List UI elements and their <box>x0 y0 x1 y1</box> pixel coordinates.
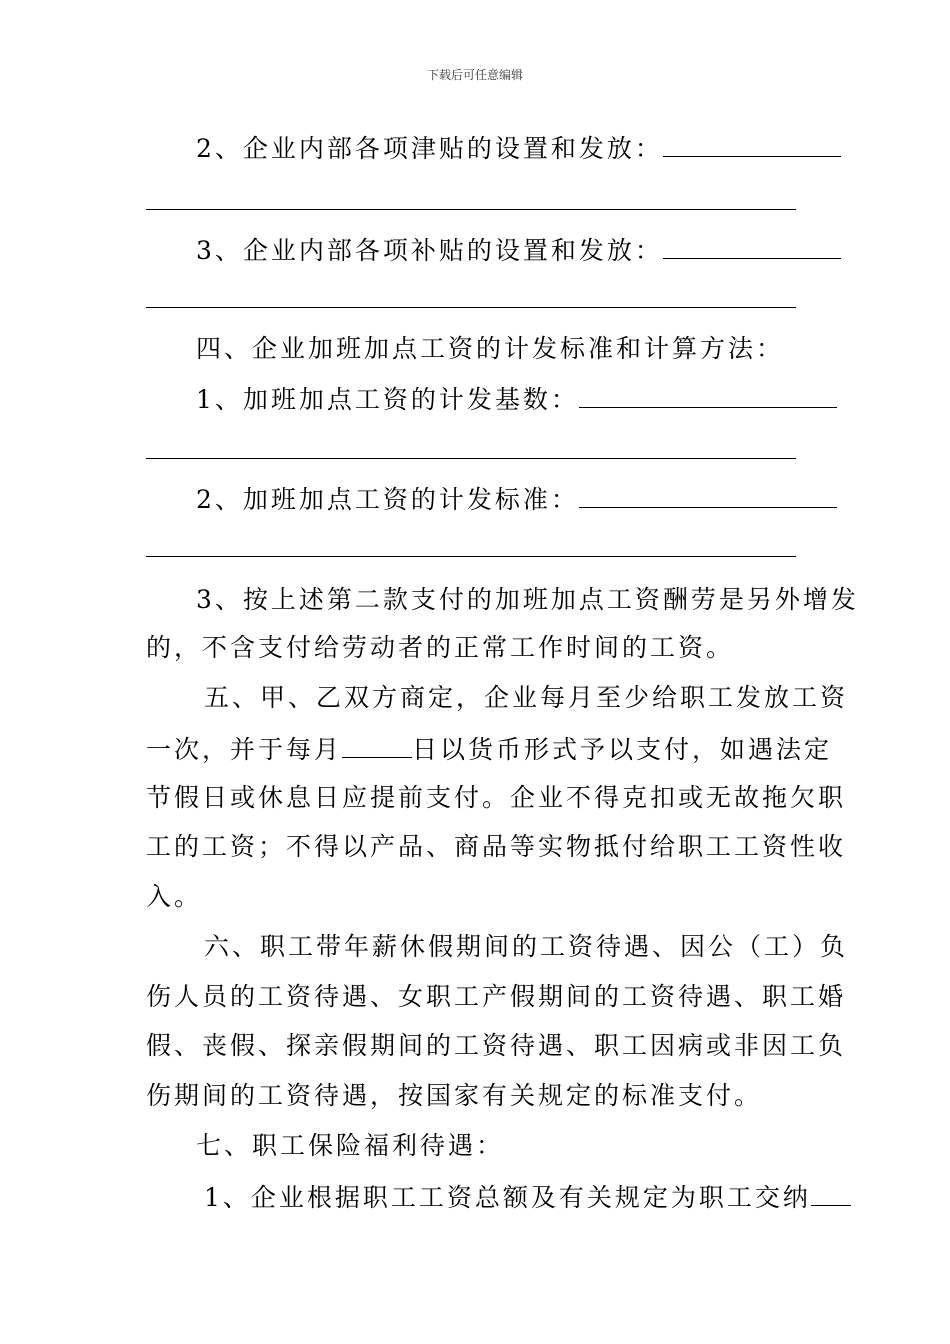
section-five-line: 节假日或休息日应提前支付。企业不得克扣或无故拖欠职 <box>146 783 847 812</box>
overtime-standard-blank-line[interactable] <box>146 556 796 557</box>
page-header: 下载后可任意编辑 <box>426 68 523 82</box>
section-six-line: 伤人员的工资待遇、女职工产假期间的工资待遇、职工婚 <box>146 982 847 1011</box>
clause-allowance <box>196 132 841 164</box>
section-five-line: 工的工资；不得以产品、商品等实物抵付给职工工资性收 <box>146 832 847 861</box>
allowance-blank[interactable] <box>663 132 841 157</box>
allowance-blank-line[interactable] <box>146 209 796 210</box>
overtime-base-text: 1、加班加点工资的计发基数： <box>196 385 579 414</box>
section-five-line: 五、甲、乙双方商定，企业每月至少给职工发放工资 <box>204 683 849 712</box>
clause-subsidy <box>196 234 841 266</box>
section-six-line: 六、职工带年薪休假期间的工资待遇、因公（工）负 <box>204 932 849 961</box>
paragraph-line: 3、按上述第二款支付的加班加点工资酬劳是另外增发 <box>196 585 859 614</box>
section-seven-title: 七、职工保险福利待遇： <box>196 1131 505 1160</box>
overtime-base-blank-line[interactable] <box>146 458 796 459</box>
overtime-standard-text: 2、加班加点工资的计发标准： <box>196 485 579 514</box>
section-six-line: 伤期间的工资待遇，按国家有关规定的标准支付。 <box>146 1081 763 1110</box>
section-five-text: 一次，并于每月 <box>146 735 343 764</box>
overtime-standard-clause <box>196 483 837 515</box>
insurance-blank[interactable] <box>811 1181 851 1206</box>
payday-blank[interactable] <box>342 733 412 758</box>
paragraph-line: 的，不含支付给劳动者的正常工作时间的工资。 <box>146 633 735 662</box>
overtime-base-clause <box>196 383 837 415</box>
section-five-text: 日以货币形式予以支付，如遇法定 <box>412 735 833 764</box>
subsidy-blank-line[interactable] <box>146 307 796 308</box>
insurance-clause <box>204 1181 851 1213</box>
overtime-base-blank[interactable] <box>579 383 837 408</box>
insurance-clause-text: 1、企业根据职工工资总额及有关规定为职工交纳 <box>204 1183 811 1212</box>
subsidy-blank[interactable] <box>663 234 841 259</box>
clause-subsidy-text: 3、企业内部各项补贴的设置和发放： <box>196 236 663 265</box>
section-four-title: 四、企业加班加点工资的计发标准和计算方法： <box>196 334 785 363</box>
overtime-standard-blank[interactable] <box>579 483 837 508</box>
section-five-line <box>146 733 832 765</box>
section-five-line: 入。 <box>146 882 203 911</box>
clause-allowance-text: 2、企业内部各项津贴的设置和发放： <box>196 134 663 163</box>
section-six-line: 假、丧假、探亲假期间的工资待遇、职工因病或非因工负 <box>146 1031 847 1060</box>
